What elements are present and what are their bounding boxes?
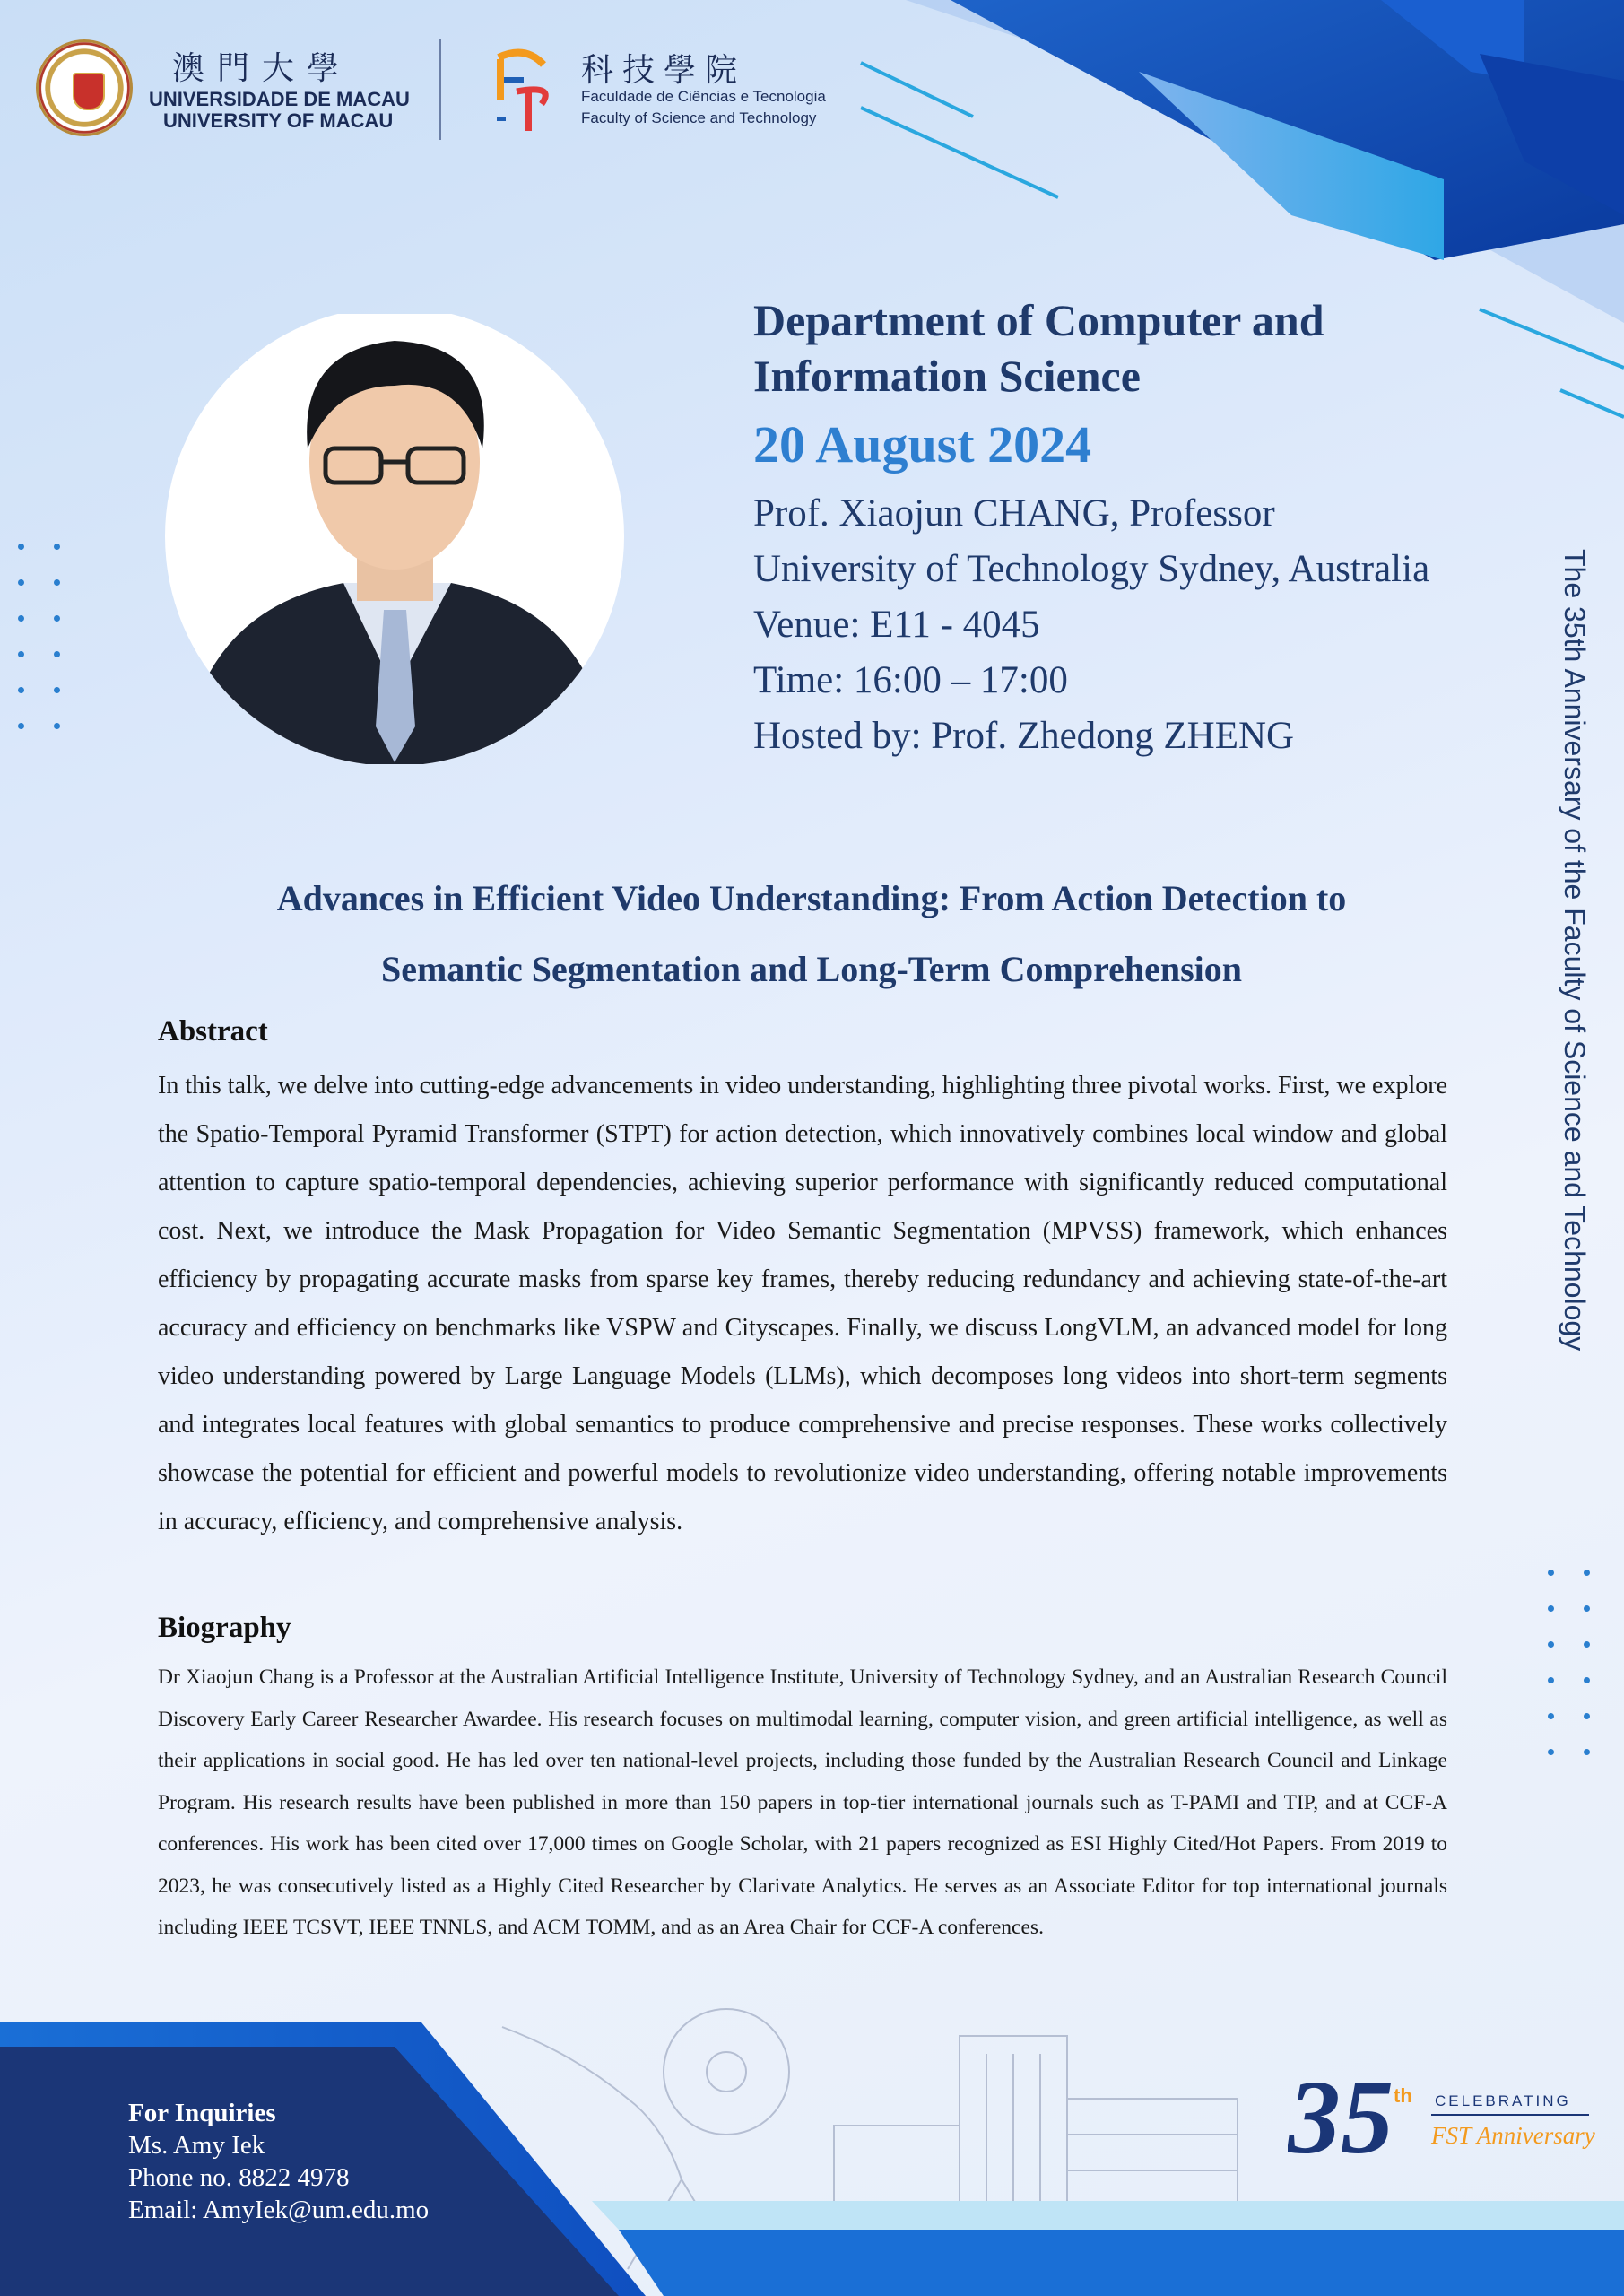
anniversary-word1: CELEBRATING [1435,2092,1571,2109]
inquiries-email: Email: AmyIek@um.edu.mo [128,2196,430,2224]
abstract-heading: Abstract [158,1015,268,1048]
talk-title-line1: Advances in Efficient Video Understanding: From Action Detection to [276,878,1347,918]
anniversary-suffix: th [1394,2084,1412,2107]
event-time: Time: 16:00 – 17:00 [753,659,1068,701]
inquiries-heading: For Inquiries [128,2099,276,2127]
fst-name-portuguese: Faculdade de Ciências e Tecnologia [581,88,826,105]
event-date: 20 August 2024 [753,415,1092,474]
um-name-chinese: 澳門大學 [172,50,352,87]
event-venue: Venue: E11 - 4045 [753,604,1040,646]
speaker-portrait [164,314,626,764]
fst-name-chinese: 科技學院 [581,52,747,89]
fst-name-english: Faculty of Science and Technology [581,109,817,126]
speaker-name: Prof. Xiaojun CHANG, Professor [753,492,1275,535]
inquiries-contact-name: Ms. Amy Iek [128,2131,265,2160]
um-name-english: UNIVERSITY OF MACAU [163,109,394,132]
university-of-macau-seal [36,39,133,136]
anniversary-side-text [1542,549,1596,1383]
department-name: Department of Computer and Information Science [753,295,1324,401]
anniversary-side-label: The 35th Anniversary of the Faculty of Science and Technology [1559,549,1591,1352]
anniversary-word2: FST Anniversary [1431,2122,1595,2149]
header-divider [439,39,441,140]
biography-heading: Biography [158,1612,291,1644]
anniversary-number: 35 [1288,2058,1394,2176]
fst-logo [490,48,560,135]
talk-title-line2: Semantic Segmentation and Long-Term Comprehension [380,949,1243,989]
speaker-affiliation: University of Technology Sydney, Australia [753,548,1430,590]
talk-title [143,863,1480,1004]
inquiries-phone: Phone no. 8822 4978 [128,2163,350,2192]
dot-pattern-right [1548,1570,1605,1758]
dot-pattern-left [18,544,75,732]
abstract-text: In this talk, we delve into cutting-edge advancements in video understanding, highlighting three pivotal works. First, we explore the Spatio-Temporal Pyramid Transformer (STPT) for action detection, which innovatively combines local window and global attention to capture spatio-temporal dependencies, achieving superior performance with significantly reduced computational cost. Next, we introduce the Mask Propagation for Video Semantic Segmentation (MPVSS) framework, which enhances efficiency by propagating accurate masks from sparse key frames, thereby reducing redundancy and achieving state-of-the-art accuracy and efficiency on benchmarks like VSPW and Cityscapes. Finally, we discuss LongVLM, an advanced model for long video understanding powered by Large Language Models (LLMs), which decomposes long videos into short-term segments and integrates local features with global semantics to produce comprehensive and precise responses. These works collectively showcase the potential for efficient and powerful models to revolutionize video understanding, offering notable improvements in accuracy, efficiency, and comprehensive analysis. [158,1072,1447,1535]
um-name-portuguese: UNIVERSIDADE DE MACAU [149,88,410,110]
biography-text: Dr Xiaojun Chang is a Professor at the Australian Artificial Intelligence Institute, University of Technology Sydney, and an Australian Research Council Discovery Early Career Researcher Awardee. His research focuses on multimodal learning, computer vision, and green artificial intelligence, as well as their applications in social good. He has led over ten national-level projects, including those funded by the Australian Research Council and Linkage Program. His research results have been published in more than 150 papers in top-tier international journals such as T-PAMI and TIP, and at CCF-A conferences. His work has been cited over 17,000 times on Google Scholar, with 21 papers recognized as ESI Highly Cited/Hot Papers. From 2019 to 2023, he was consecutively listed as a Highly Cited Researcher by Clarivate Analytics. He serves as an Associate Editor for top international journals including IEEE TCSVT, IEEE TNNLS, and ACM TOMM, and as an Area Chair for CCF-A conferences. [158,1665,1447,1939]
fst-35th-anniversary-logo [1288,2056,1611,2181]
event-host: Hosted by: Prof. Zhedong ZHENG [753,715,1295,757]
